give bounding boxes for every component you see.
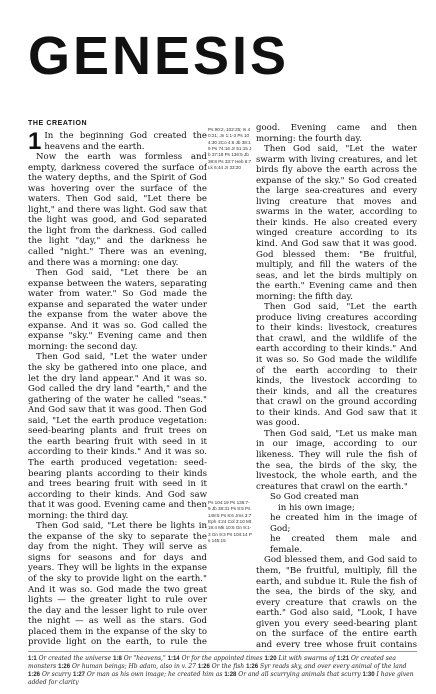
verse-paragraph: God blessed them, and God said to them, "Be fruitful, multiply, fill the earth, and subdue it. Rule the fish of the sea, the birds of the sky, and every creature that crawls on the earth." God also said, "Look, I have given you every seed-bearing plant on the surface of the entire earth and every tree whose fruit contains (256, 555, 417, 648)
book-title: GENESIS (28, 26, 290, 86)
section-heading: THE CREATION (28, 120, 88, 127)
footnote: 1:26 Or scurry (28, 671, 72, 678)
footnote: 1:8 Or "heavens," (113, 655, 166, 662)
right-text-column (256, 123, 417, 648)
footnote: 1:26 Or the fish (197, 663, 245, 670)
poem-line: So God created man (270, 492, 359, 503)
poem-line: in his own image; (278, 502, 355, 513)
footnote: 1:26 Or human beings; Hb adam, also in v. 27 (58, 663, 196, 670)
chapter-number: 1 (28, 131, 42, 155)
poem-line: he created him in the image of God; (270, 513, 417, 534)
cross-references-lower: Ps 104:19 Ps 136:7-9 Jb 38:31 Ps 8:5 Ps 148:5 Ps 8:6 Jms 3:7 Eph 4:24 Col 3:10 Mt 19:4 Mk 10:6 Gn 9:1-3 Gn 9:3 Ps 104:14 Ps 145:15 (208, 500, 252, 544)
poem-line: he created them male and female. (270, 534, 417, 555)
footnote-divider (28, 651, 417, 652)
footnote: 1:20 Lit with swarms of (264, 655, 336, 662)
footnote: 1:27 Or man as his own image; he created him as (72, 671, 223, 678)
footnote: 1:21 Or created sea monsters (28, 655, 396, 670)
verse-paragraph: Then God said, "Let the water swarm with living creatures, and let birds fly above the earth across the expanse of the sky." So God created the large sea-creatures and every living creature that moves and swarms in the water, according to their kinds. He also created every winged creature according to its kind. And God saw that it was good. God blessed them: "Be fruitful, multiply, and fill the waters of the seas, and let the birds multiply on the earth." Evening came and then morning: the fifth day. (256, 144, 417, 302)
verse-paragraph: Then God said, "Let us make man in our image, according to our likeness. They will rule the fish of the sea, the birds of the sky, the livestock, the whole earth, and the creatures that crawl on the earth." (256, 428, 417, 492)
verse-paragraph: Then God said, "Let there be an expanse between the waters, separating water from water." So God made the expanse and separated the water under the expanse from the water above the expanse. And it was so. God called the expanse "sky." Evening came and then morning: the second day. (28, 268, 207, 352)
verse-paragraph: Now the earth was formless and empty, darkness covered the surface of the watery depths, and the Spirit of God was hovering over the surface of the waters. Then God said, "Let there be light," and there was light. God saw that the light was good, and God separated the light from the darkness. God called the light "day," and the darkness he called "night." There was an evening, and there was a morning: one day. (28, 152, 207, 268)
footnotes (28, 655, 417, 685)
left-text-column (28, 131, 207, 648)
footnote: 1:14 Or for the appointed times (167, 655, 263, 662)
footnote: 1:1 Or created the universe (28, 655, 112, 662)
verse-paragraph: 1 In the beginning God created the heavens and the earth. (28, 131, 207, 155)
footnote: 1:26 Syr reads sky, and over every animal of the land (246, 663, 407, 670)
cross-references-upper: Ps 90:2, 102:25; Is 40:21; Jn 1:1-3 Ps 104:30 2Co 4:6 Jb 38:19 Ps 74:16 Jr 51:15 Jb 37:18 Ps 136:5 Jb 38:8 Ps 33:7 Heb 6:7 Lk 6:44 Jr 33:20 (208, 127, 252, 171)
verse-paragraph: Then God said, "Let there be lights in the expanse of the sky to separate the day from the night. They will serve as signs for seasons and for days and years. They will be lights in the expanse of the sky to provide light on the earth." And it was so. God made the two great lights — the greater light to rule over the day and the lesser light to rule over the night — as well as the stars. God placed them in the expanse of the sky to provide light on the earth, to rule the (28, 521, 207, 648)
footnote: 1:30 I have given added for clarity (28, 671, 414, 685)
footnote: 1:28 Or and all scurrying animals that scurry (224, 671, 361, 678)
verse-paragraph: Then God said, "Let the water under the sky be gathered into one place, and let the dry land appear." And it was so. God called the dry land "earth," and the gathering of the water he called "seas." And God saw that it was good. Then God said, "Let the earth produce vegetation: seed-bearing plants and fruit trees on the earth bearing fruit with seed in it according to their kinds." And it was so. The earth produced vegetation: seed-bearing plants according to their kinds and trees bearing fruit with seed in it according to their kinds. And God saw that it was good. Evening came and then morning: the third day. (28, 352, 207, 521)
verse-paragraph: Then God said, "Let the earth produce living creatures according to their kinds: livestock, creatures that crawl, and the wildlife of the earth according to their kinds." And it was so. So God made the wildlife of the earth according to their kinds, the livestock according to their kinds, and all the creatures that crawl on the ground according to their kinds. And God saw that it was good. (256, 302, 417, 429)
verse-paragraph: good. Evening came and then morning: the fourth day. (256, 123, 417, 144)
